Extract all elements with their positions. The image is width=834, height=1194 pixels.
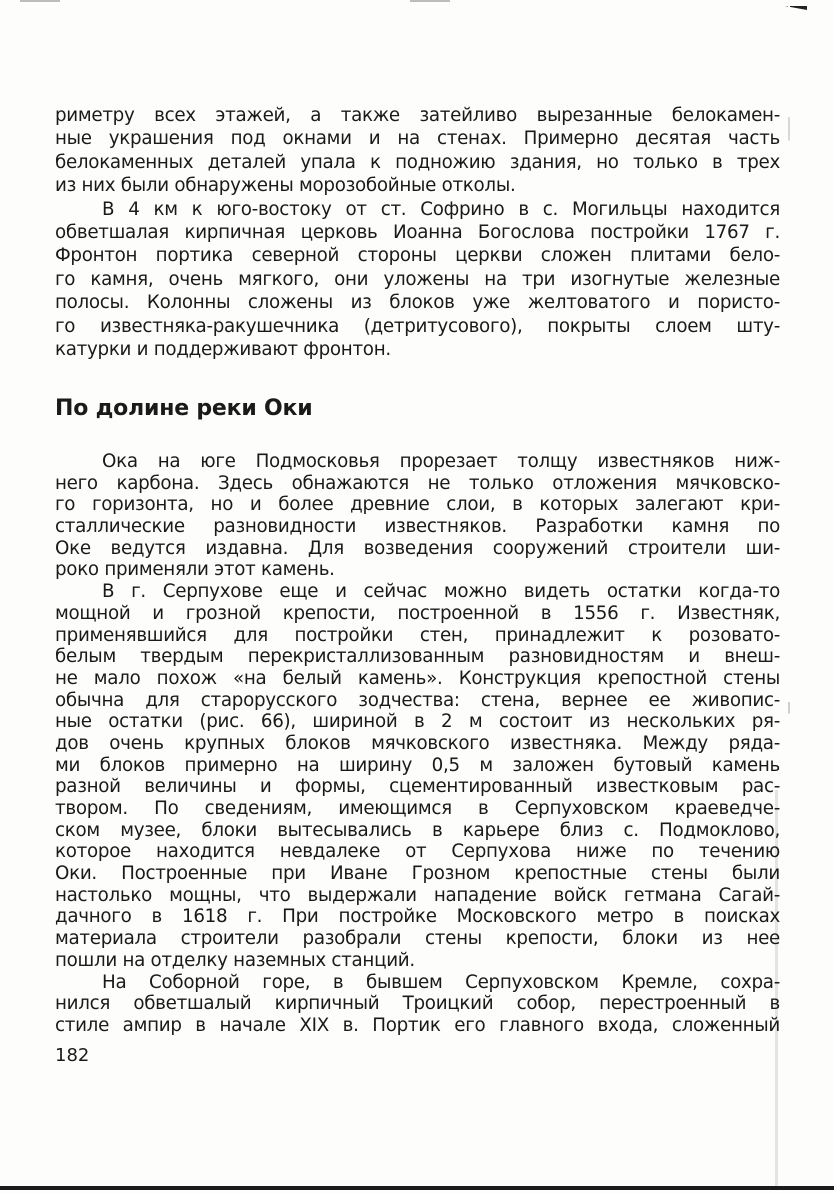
paragraph: [55, 581, 780, 971]
text-line: мощной и грозной крепости, построенной в 1556 г. Известняк,: [55, 602, 780, 624]
text-line: обычна для старорусского зодчества: стена, вернее ее живопис-: [55, 689, 780, 711]
paragraph: [55, 972, 780, 1037]
scan-mark: [20, 0, 60, 2]
text-line: го горизонта, но и более древние слои, в которых залегают кри-: [55, 494, 780, 516]
text-line: пошли на отделку наземных станций.: [55, 949, 415, 971]
section-1-text: [55, 104, 780, 361]
text-line: Оке ведутся издавна. Для возведения сооружений строители ши-: [55, 537, 780, 559]
scan-mark: [410, 0, 450, 2]
section-2-text: [55, 451, 780, 1037]
text-line: полосы. Колонны сложены из блоков уже желтоватого и пористо-: [55, 292, 780, 314]
text-line: дачного в 1618 г. При постройке Московского метро в поисках: [55, 906, 780, 928]
text-line: материала строители разобрали стены крепости, блоки из нее: [55, 928, 780, 950]
text-line: белым твердым перекристаллизованным разновидностям и внеш-: [55, 646, 780, 668]
text-line: го известняка-ракушечника (детритусового), покрыты слоем шту-: [55, 315, 780, 337]
text-line: В 4 км к юго-востоку от ст. Софрино в с. Могильцы находится: [102, 198, 780, 220]
text-line: обветшалая кирпичная церковь Иоанна Богослова постройки 1767 г.: [55, 221, 780, 243]
text-line: применявшийся для постройки стен, принадлежит к розовато-: [55, 624, 780, 646]
text-line: ми блоков примерно на ширину 0,5 м заложен бутовый камень: [55, 754, 780, 776]
text-line: него карбона. Здесь обнажаются не только отложения мячковско-: [55, 472, 780, 494]
bottom-scan-border: [0, 1186, 834, 1190]
page-number: 182: [55, 1045, 90, 1066]
section-heading: По долине реки Оки: [55, 396, 313, 421]
text-line: Ока на юге Подмосковья прорезает толщу известняков ниж-: [102, 451, 780, 472]
text-line: Оки. Построенные при Иване Грозном крепостные стены были: [55, 863, 780, 885]
paragraph: [55, 198, 780, 362]
text-line: роко применяли этот камень.: [55, 559, 335, 581]
text-line: го камня, очень мягкого, они уложены на три изогнутые железные: [55, 268, 780, 290]
text-line: стиле ампир в начале XIX в. Портик его главного входа, сложенный: [55, 1014, 780, 1036]
text-line: нился обветшалый кирпичный Троицкий собор, перестроенный в: [55, 993, 780, 1015]
text-line: ные остатки (рис. 66), шириной в 2 м состоит из нескольких ря-: [55, 711, 780, 733]
text-line: которое находится невдалеке от Серпухова ниже по течению: [55, 841, 780, 863]
text-line: не мало похож «на белый камень». Конструкция крепостной стены: [55, 667, 780, 689]
text-line: из них были обнаружены морозобойные отколы.: [55, 175, 516, 197]
text-line: ные украшения под окнами и на стенах. Примерно десятая часть: [55, 128, 780, 150]
text-line: белокаменных деталей упала к подножию здания, но только в трех: [55, 151, 780, 173]
text-line: твором. По сведениям, имеющимся в Серпуховском краеведче-: [55, 798, 780, 819]
text-line: разной величины и формы, сцементированный известковым рас-: [55, 776, 780, 798]
paragraph: [55, 451, 780, 581]
page-gutter-edge: [788, 0, 790, 1170]
paragraph: [55, 104, 780, 198]
text-line: дов очень крупных блоков мячковского известняка. Между ряда-: [55, 732, 780, 754]
text-line: ском музее, блоки вытесывались в карьере близ с. Подмоклово,: [55, 819, 780, 841]
text-line: В г. Серпухове еще и сейчас можно видеть остатки когда-то: [102, 581, 780, 603]
text-line: На Соборной горе, в бывшем Серпуховском Кремле, сохра-: [102, 971, 780, 993]
text-line: сталлические разновидности известняков. Разработки камня по: [55, 516, 780, 538]
text-line: настолько мощны, что выдержали нападение войск гетмана Сагай-: [55, 884, 780, 906]
text-line: катурки и поддерживают фронтон.: [55, 338, 391, 360]
text-line: Фронтон портика северной стороны церкви сложен плитами бело-: [55, 245, 780, 267]
text-line: риметру всех этажей, а также затейливо вырезанные белокамен-: [55, 105, 780, 126]
